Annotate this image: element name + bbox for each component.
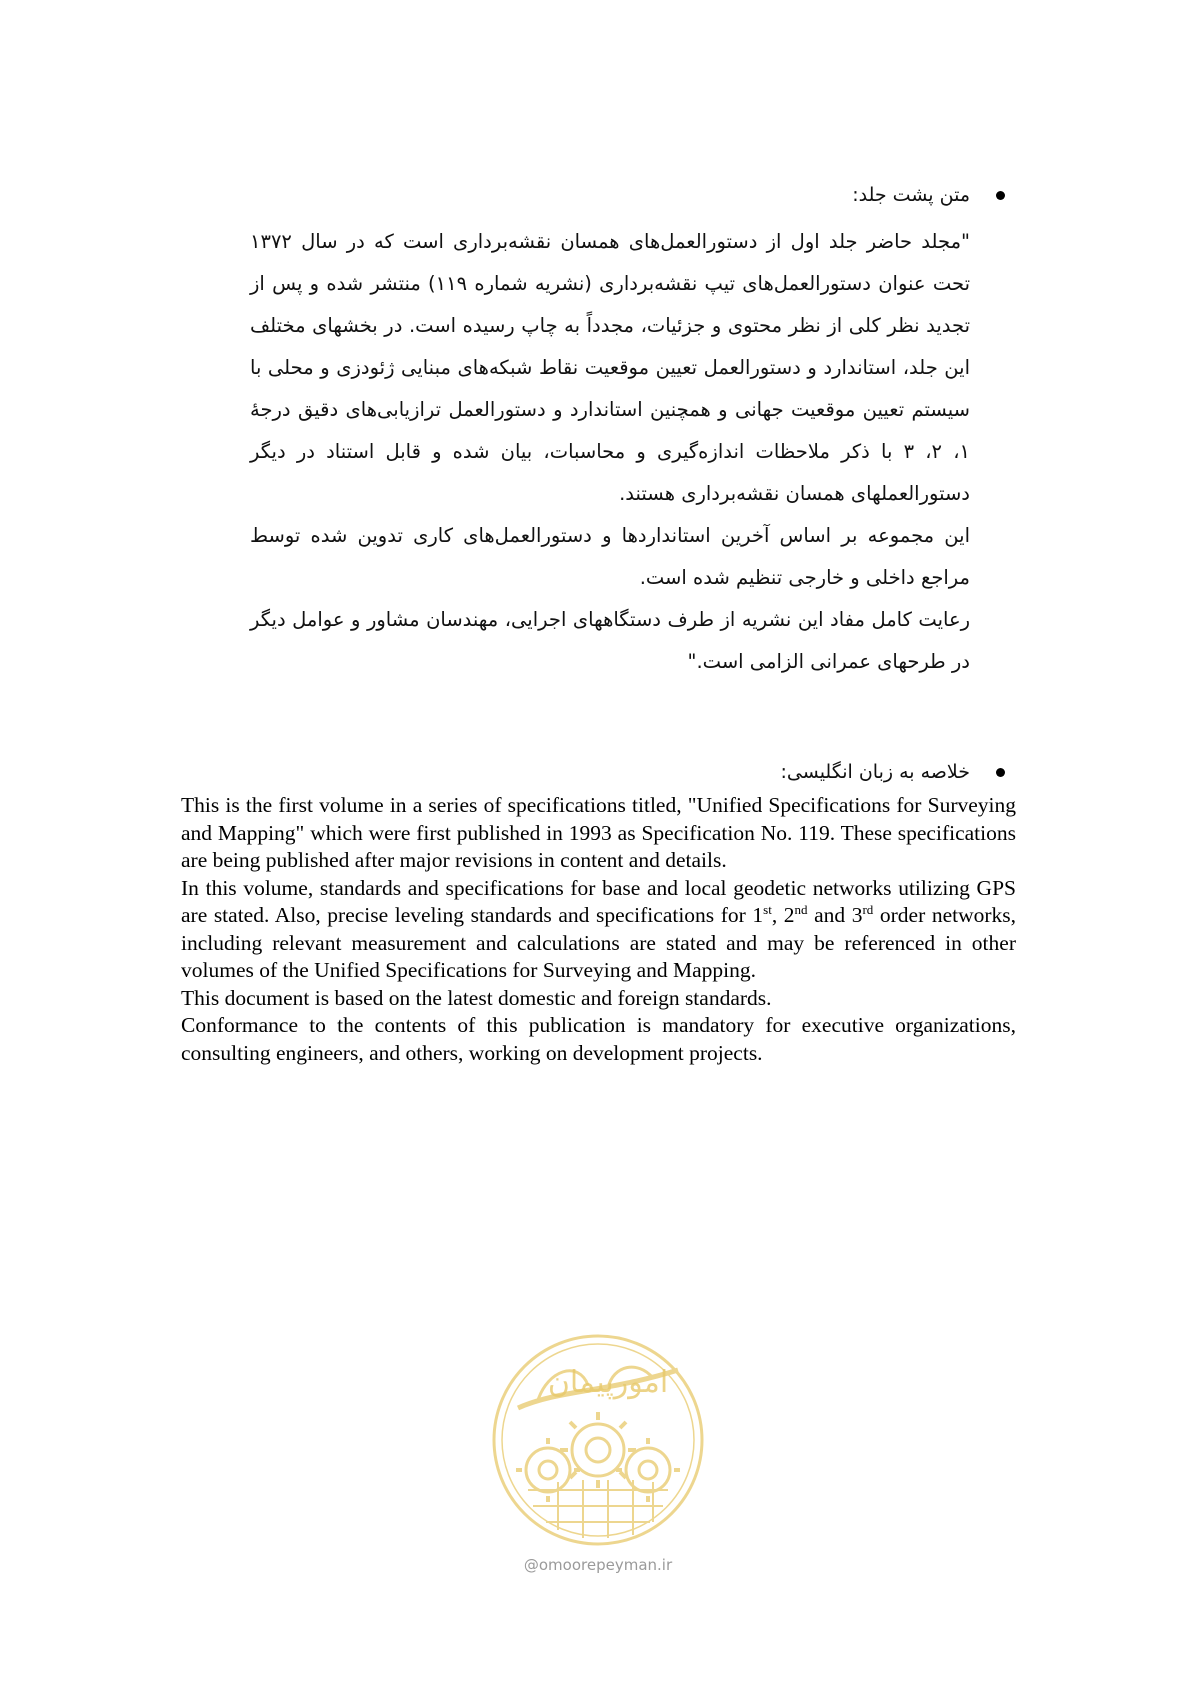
paragraph <box>181 875 1016 985</box>
paragraph: "مجلد حاضر جلد اول از دستورالعمل‌های همسان نقشه‌برداری است که در سال ۱۳۷۲ تحت عنوان دستورالعمل‌های تیپ نقشه‌برداری (نشریه شماره ۱۱۹) منتشر شده و پس از تجدید نظر کلی از نظر محتوی و جزئیات، مجدداً به چاپ رسیده است. در بخشهای مختلف این جلد، استاندارد و دستورالعمل تعیین موقعیت نقاط شبکه‌های مبنایی ژئودزی و محلی با سیستم تعیین موقعیت جهانی و همچنین استاندارد و دستورالعمل ترازیابی‌های دقیق درجهٔ ۱، ۲، ۳ با ذکر ملاحظات اندازه‌گیری و محاسبات، بیان شده و قابل استناد در دیگر دستورالعملهای همسان نقشه‌برداری هستند. <box>250 230 970 505</box>
ordinal-superscript: nd <box>794 901 808 917</box>
section-heading: خلاصه به زبان انگلیسی: <box>780 761 970 783</box>
back-cover-text <box>250 221 1015 683</box>
ordinal-superscript: rd <box>862 901 874 917</box>
section-heading: متن پشت جلد: <box>852 184 970 206</box>
paragraph: This document is based on the latest domestic and foreign standards. <box>181 985 772 1010</box>
section-heading-row <box>250 180 1015 210</box>
text-fragment: and 3 <box>807 903 863 927</box>
watermark-logo-icon <box>488 1330 708 1550</box>
watermark <box>488 1330 708 1574</box>
english-summary-section <box>250 757 1015 787</box>
svg-text:امورپیمان: امورپیمان <box>547 1365 669 1400</box>
text-fragment: order networks, including relevant measurement and calculations are stated and may be referenced in other volumes of the Unified Specifications for Surveying and Mapping. <box>181 903 1017 982</box>
text-fragment: In this volume, standards and specifications for base and local geodetic networks utilizing GPS are stated. Also, precise leveling standards and specifications for 1 <box>181 875 1016 927</box>
paragraph: Conformance to the contents of this publication is mandatory for executive organizations, consulting engineers, and others, working on development projects. <box>181 1013 1016 1065</box>
paragraph: رعایت کامل مفاد این نشریه از طرف دستگاههای اجرایی، مهندسان مشاور و عوامل دیگر در طرحهای عمرانی الزامی است." <box>250 608 970 673</box>
back-cover-section <box>250 180 1015 683</box>
watermark-url: @omoorepeyman.ir <box>523 1556 673 1574</box>
bullet-icon <box>996 768 1005 777</box>
english-summary-text <box>181 792 1016 1067</box>
bullet-icon <box>996 191 1005 200</box>
paragraph: This is the first volume in a series of specifications titled, "Unified Specifications for Surveying and Mapping" which were first published in 1993 as Specification No. 119. These specifications are being published after major revisions in content and details. <box>181 793 1016 872</box>
section-heading-row <box>250 757 1015 787</box>
text-fragment: , 2 <box>771 903 795 927</box>
ordinal-superscript: st <box>763 901 772 917</box>
paragraph: این مجموعه بر اساس آخرین استانداردها و دستورالعمل‌های کاری تدوین شده توسط مراجع داخلی و خارجی تنظیم شده است. <box>250 524 970 589</box>
